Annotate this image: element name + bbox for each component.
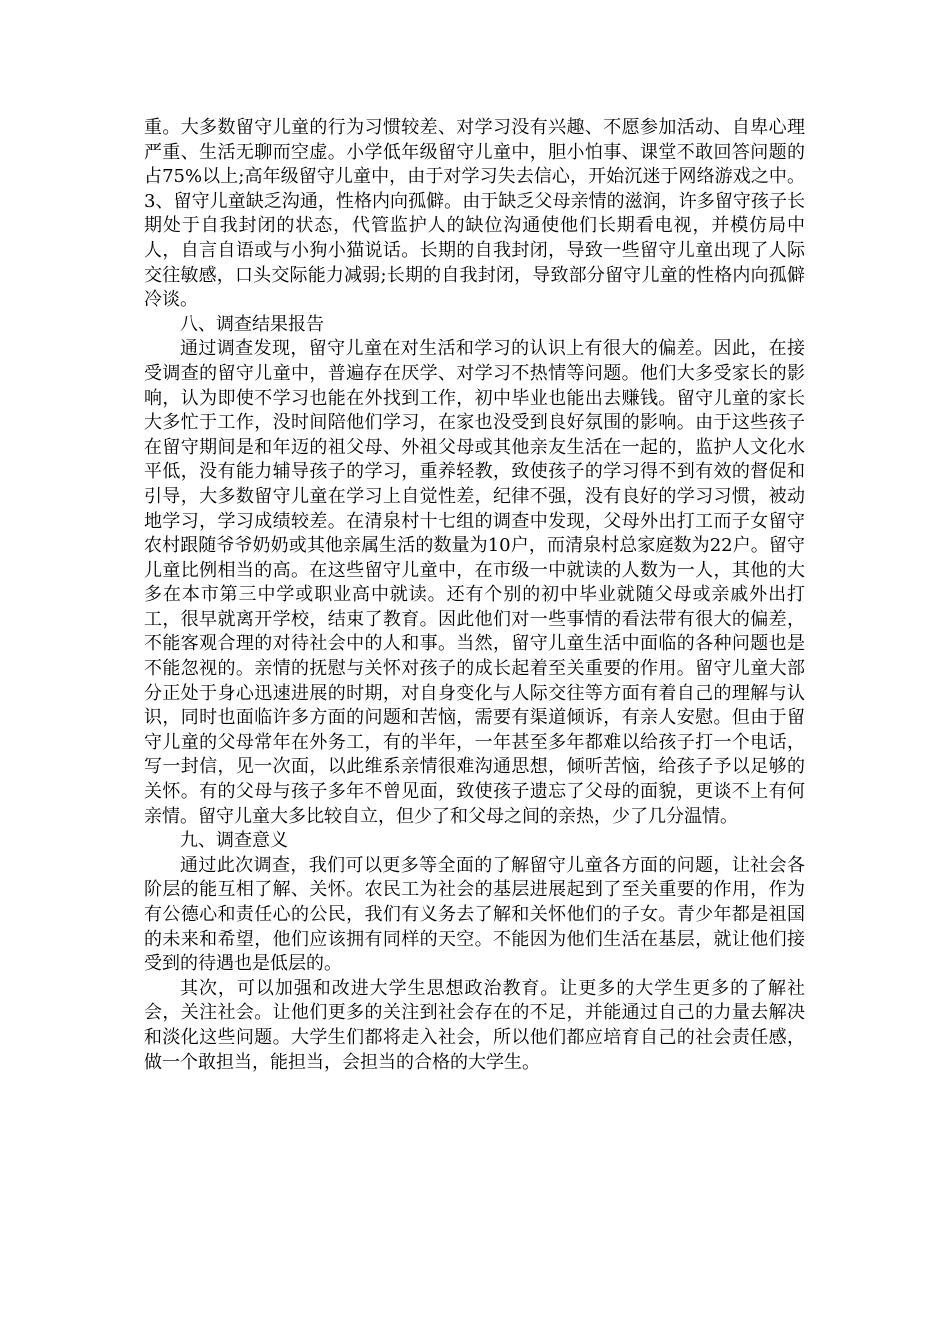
paragraph-continued: 重。大多数留守儿童的行为习惯较差、对学习没有兴趣、不愿参加活动、自卑心理严重、生活无聊而空虚。小学低年级留守儿童中，胆小怕事、课堂不敢回答问题的占75%以上;高年级留守儿童中，由于对学习失去信心，开始沉迷于网络游戏之中。3、留守儿童缺乏沟通，性格内向孤僻。由于缺乏父母亲情的滋润，许多留守孩子长期处于自我封闭的状态，代管监护人的缺位沟通使他们长期看电视，并模仿局中人，自言自语或与小狗小猫说话。长期的自我封闭，导致一些留守儿童出现了人际交往敏感，口头交际能力减弱;长期的自我封闭，导致部分留守儿童的性格内向孤僻冷谈。	[144, 117, 805, 311]
section-heading-survey-results: 八、调查结果报告	[180, 313, 324, 335]
paragraph-survey-results: 通过调查发现，留守儿童在对生活和学习的认识上有很大的偏差。因此，在接受调查的留守儿童中，普遍存在厌学、对学习不热情等问题。他们大多受家长的影响，认为即使不学习也能在外找到工作，初中毕业也能出去赚钱。留守儿童的家长大多忙于工作，没时间陪他们学习，在家也没受到良好氛围的影响。由于这些孩子在留守期间是和年迈的祖父母、外祖父母或其他亲友生活在一起的，监护人文化水平低，没有能力辅导孩子的学习，重养轻教，致使孩子的学习得不到有效的督促和引导，大多数留守儿童在学习上自觉性差，纪律不强，没有良好的学习习惯，被动地学习，学习成绩较差。在清泉村十七组的调查中发现，父母外出打工而子女留守农村跟随爷爷奶奶或其他亲属生活的数量为10户，而清泉村总家庭数为22户。留守儿童比例相当的高。在这些留守儿童中，在市级一中就读的人数为一人，其他的大多在本市第三中学或职业高中就读。还有个别的初中毕业就随父母或亲戚外出打工，很早就离开学校，结束了教育。因此他们对一些事情的看法带有很大的偏差，不能客观合理的对待社会中的人和事。当然，留守儿童生活中面临的各种问题也是不能忽视的。亲情的抚慰与关怀对孩子的成长起着至关重要的作用。留守儿童大部分正处于身心迅速进展的时期，对自身变化与人际交往等方面有着自己的理解与认识，同时也面临许多方面的问题和苦恼，需要有渠道倾诉，有亲人安慰。但由于留守儿童的父母常年在外务工，有的半年，一年甚至多年都难以给孩子打一个电话，写一封信，见一次面，以此维系亲情很难沟通思想，倾听苦恼，给孩子予以足够的关怀。有的父母与孩子多年不曾见面，致使孩子遗忘了父母的面貌，更谈不上有何亲情。留守儿童大多比较自立，但少了和父母之间的亲热，少了几分温情。	[144, 338, 805, 827]
paragraph-significance-2: 其次，可以加强和改进大学生思想政治教育。让更多的大学生更多的了解社会，关注社会。让他们更多的关注到社会存在的不足，并能通过自己的力量去解决和淡化这些问题。大学生们都将走入社会，所以他们都应培育自己的社会责任感，做一个敢担当，能担当，会担当的合格的大学生。	[144, 977, 805, 1073]
section-heading-survey-significance: 九、调查意义	[180, 830, 288, 852]
document-page	[144, 116, 805, 1075]
paragraph-significance-1: 通过此次调查，我们可以更多等全面的了解留守儿童各方面的问题，让社会各阶层的能互相了解、关怀。农民工为社会的基层进展起到了至关重要的作用，作为有公德心和责任心的公民，我们有义务去了解和关怀他们的子女。青少年都是祖国的未来和希望，他们应该拥有同样的天空。不能因为他们生活在基层，就让他们接受到的待遇也是低层的。	[144, 854, 805, 975]
